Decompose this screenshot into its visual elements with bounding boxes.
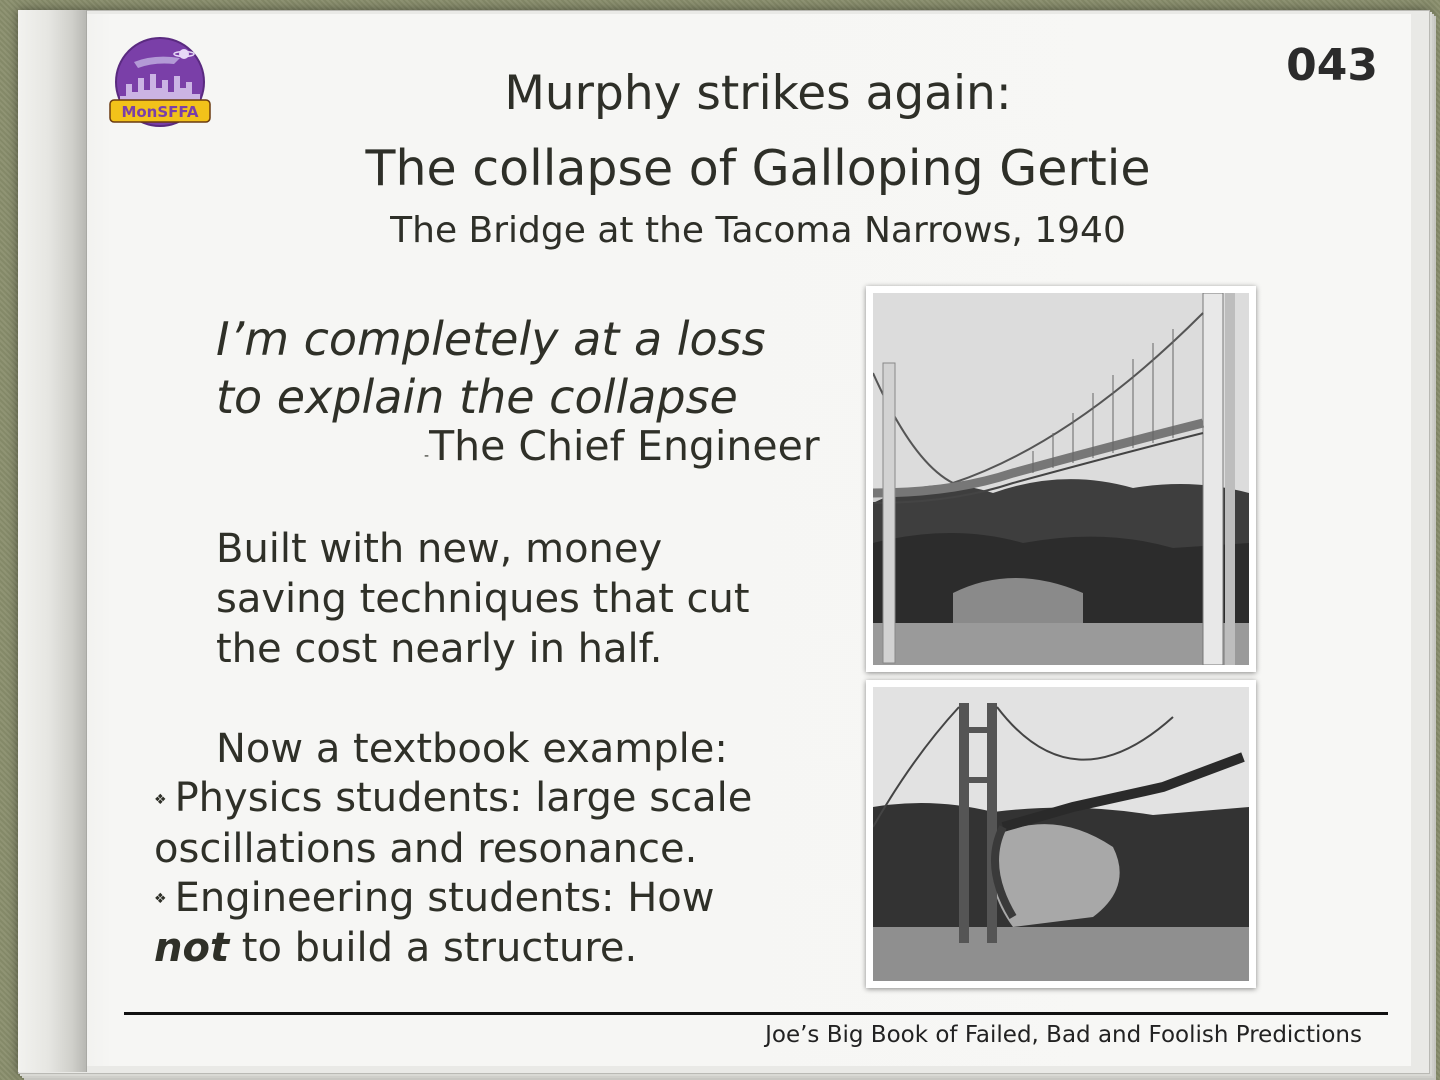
title-line-1: Murphy strikes again: [504,66,1012,121]
bullet-item [154,874,834,974]
bullet-diamond-icon: ❖ [154,891,167,907]
quote-attribution [424,422,820,470]
bullet-item [154,774,834,874]
attribution-text: The Chief Engineer [429,422,820,470]
paragraph-line: saving techniques that cut [216,576,750,622]
bridge-photo-collapse [866,680,1256,988]
slide-number: 043 [1286,40,1378,91]
attribution-dash: - [424,448,430,464]
quote-line-2: to explain the collapse [216,370,738,424]
paragraph-cost [216,524,836,674]
title-line-2: The collapse of Galloping Gertie [365,140,1151,197]
quote [216,310,836,426]
book-spine [18,10,87,1072]
quote-line-1: I’m completely at a loss [216,312,766,366]
monsffa-logo-icon [104,36,216,132]
bullet-list [154,774,834,973]
subtitle: The Bridge at the Tacoma Narrows, 1940 [390,210,1126,251]
logo-text: MonSFFA [121,103,199,121]
footer-rule [124,1012,1388,1015]
paragraph-line: Built with new, money [216,526,663,572]
bullet-text: Physics students: large scale oscillations and resonance. [154,775,753,872]
bullet-diamond-icon: ❖ [154,791,167,808]
bullet-text-before: Engineering students: How [174,874,715,921]
footer-text: Joe’s Big Book of Failed, Bad and Foolish Predictions [765,1022,1362,1048]
bridge-photo-before [866,286,1256,672]
bullet-text-after: to build a structure. [241,925,638,971]
bullet-emphasis: not [154,925,230,971]
paragraph-line: the cost nearly in half. [216,626,663,672]
paragraph-textbook: Now a textbook example: [216,726,728,772]
